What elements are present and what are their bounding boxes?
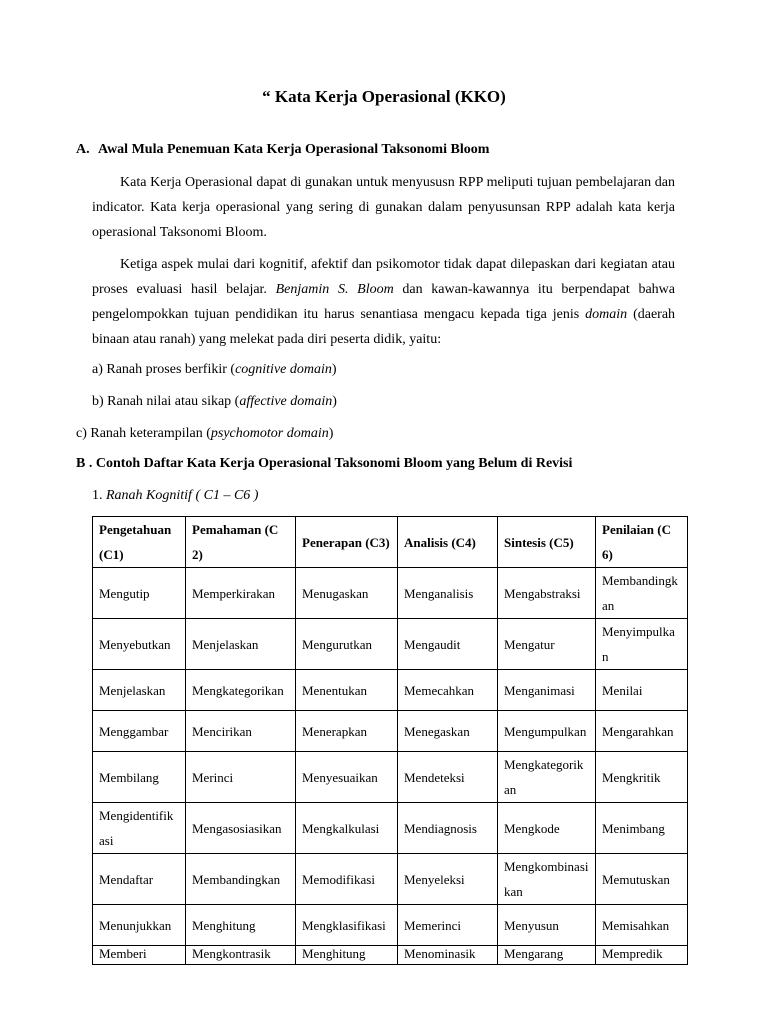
table-cell: Menyesuaikan xyxy=(296,752,398,803)
list-item-prefix: b) Ranah nilai atau sikap ( xyxy=(92,394,240,409)
table-cell: Mengasosiasikan xyxy=(186,803,296,854)
table-cell: Mengarahkan xyxy=(596,711,688,752)
paragraph-2-part-3: (daerah binaan atau ranah) yang melekat pada diri peserta didik, yaitu: xyxy=(92,307,676,347)
list-item-term: affective domain xyxy=(239,394,333,409)
table-cell: Membandingkan xyxy=(186,854,296,905)
page-title: “ Kata Kerja Operasional (KKO) xyxy=(262,87,506,106)
table-cell: Menimbang xyxy=(596,803,688,854)
paragraph-2-part-2: dan kawan-kawannya itu berpendapat bahwa pengelompokkan tujuan pendidikan itu harus senantiasa mengacu kepada tiga jenis xyxy=(92,282,676,322)
table-cell: Menyimpulkan xyxy=(596,619,688,670)
list-item-suffix: ) xyxy=(331,362,337,377)
list-item-affective xyxy=(92,394,337,410)
table-row xyxy=(93,752,688,803)
subsection-cognitive-title xyxy=(92,488,258,504)
header-c1: Pengetahuan (C1) xyxy=(93,517,186,568)
table-cell: Memecahkan xyxy=(398,670,498,711)
section-a-letter: A. xyxy=(76,142,90,157)
table-cell: Memisahkan xyxy=(596,905,688,946)
table-cell: Menjelaskan xyxy=(93,670,186,711)
table-cell: Menyebutkan xyxy=(93,619,186,670)
section-a-paragraph-2 xyxy=(92,252,675,352)
table-cell: Mengkode xyxy=(498,803,596,854)
table-row xyxy=(93,854,688,905)
domain-term: domain xyxy=(585,307,628,322)
table-cell: Mengkalkulasi xyxy=(296,803,398,854)
table-cell: Membilang xyxy=(93,752,186,803)
table-cell: Mengumpulkan xyxy=(498,711,596,752)
table-cell: Menjelaskan xyxy=(186,619,296,670)
paragraph-2-part-1: Ketiga aspek mulai dari kognitif, afektif dan psikomotor tidak dapat dilepaskan dari kegiatan atau proses evaluasi hasil belajar. xyxy=(92,257,675,297)
kko-table xyxy=(92,516,688,965)
list-item-term: psychomotor domain xyxy=(210,426,329,441)
table-cell: Mengkategorikan xyxy=(186,670,296,711)
list-item-suffix: ) xyxy=(332,394,337,409)
table-row xyxy=(93,568,688,619)
table-cell: Mengatur xyxy=(498,619,596,670)
table-cell: Memutuskan xyxy=(596,854,688,905)
table-cell: Mendiagnosis xyxy=(398,803,498,854)
table-cell: Mengutip xyxy=(93,568,186,619)
table-cell: Memperkirakan xyxy=(186,568,296,619)
subsection-number: 1. xyxy=(92,488,103,503)
header-c6: Penilaian (C6) xyxy=(596,517,688,568)
table-cell: Mengidentifikasi xyxy=(93,803,186,854)
list-item-psychomotor xyxy=(76,426,333,442)
table-cell: Merinci xyxy=(186,752,296,803)
table-cell: Mengaudit xyxy=(398,619,498,670)
section-a-heading xyxy=(76,142,489,158)
table-cell: Menerapkan xyxy=(296,711,398,752)
paragraph-1-text: Kata Kerja Operasional dapat di gunakan untuk menyususn RPP meliputi tujuan pembelajaran dan indicator. Kata kerja operasional yang sering di gunakan dalam penyusunsan RPP adalah kata kerja operasional Taksonomi Bloom. xyxy=(92,175,675,240)
table-cell: Mengabstraksi xyxy=(498,568,596,619)
table-cell: Menghitung xyxy=(296,946,398,965)
section-a-paragraph-1 xyxy=(92,170,675,245)
table-cell: Mengurutkan xyxy=(296,619,398,670)
table-cell: Mendaftar xyxy=(93,854,186,905)
section-b-heading: B . Contoh Daftar Kata Kerja Operasional Taksonomi Bloom yang Belum di Revisi xyxy=(76,456,573,471)
table-cell: Menegaskan xyxy=(398,711,498,752)
table-row xyxy=(93,803,688,854)
table-cell: Mempredik xyxy=(596,946,688,965)
table-cell: Menggambar xyxy=(93,711,186,752)
list-item-cognitive xyxy=(92,362,337,378)
section-a-heading-text: Awal Mula Penemuan Kata Kerja Operasional Taksonomi Bloom xyxy=(98,142,490,157)
table-cell: Menominasik xyxy=(398,946,498,965)
table-row xyxy=(93,946,688,965)
table-row xyxy=(93,711,688,752)
table-cell: Mengarang xyxy=(498,946,596,965)
table-cell: Mencirikan xyxy=(186,711,296,752)
table-row xyxy=(93,905,688,946)
header-c2: Pemahaman (C2) xyxy=(186,517,296,568)
table-cell: Mengkontrasik xyxy=(186,946,296,965)
subsection-title-text: Ranah Kognitif ( C1 – C6 ) xyxy=(106,488,259,503)
table-cell: Mengkritik xyxy=(596,752,688,803)
table-cell: Memodifikasi xyxy=(296,854,398,905)
table-row xyxy=(93,670,688,711)
table-cell: Menilai xyxy=(596,670,688,711)
table-cell: Menunjukkan xyxy=(93,905,186,946)
table-cell: Mendeteksi xyxy=(398,752,498,803)
header-c5: Sintesis (C5) xyxy=(498,517,596,568)
table-cell: Menyeleksi xyxy=(398,854,498,905)
table-row xyxy=(93,619,688,670)
table-cell: Mengklasifikasi xyxy=(296,905,398,946)
bloom-name: Benjamin S. Bloom xyxy=(275,282,394,297)
kko-table-body xyxy=(93,568,688,965)
list-item-prefix: c) Ranah keterampilan ( xyxy=(76,426,211,441)
table-cell: Menugaskan xyxy=(296,568,398,619)
list-item-prefix: a) Ranah proses berfikir ( xyxy=(92,362,236,377)
table-cell: Menghitung xyxy=(186,905,296,946)
table-cell: Menyusun xyxy=(498,905,596,946)
table-cell: Mengkombinasikan xyxy=(498,854,596,905)
table-cell: Mengkategorikan xyxy=(498,752,596,803)
header-c4: Analisis (C4) xyxy=(398,517,498,568)
list-item-term: cognitive domain xyxy=(235,362,332,377)
table-cell: Menentukan xyxy=(296,670,398,711)
table-cell: Menganimasi xyxy=(498,670,596,711)
table-cell: Membandingkan xyxy=(596,568,688,619)
table-cell: Memberi xyxy=(93,946,186,965)
table-header-row xyxy=(93,517,688,568)
table-cell: Menganalisis xyxy=(398,568,498,619)
table-cell: Memerinci xyxy=(398,905,498,946)
header-c3: Penerapan (C3) xyxy=(296,517,398,568)
list-item-suffix: ) xyxy=(328,426,334,441)
